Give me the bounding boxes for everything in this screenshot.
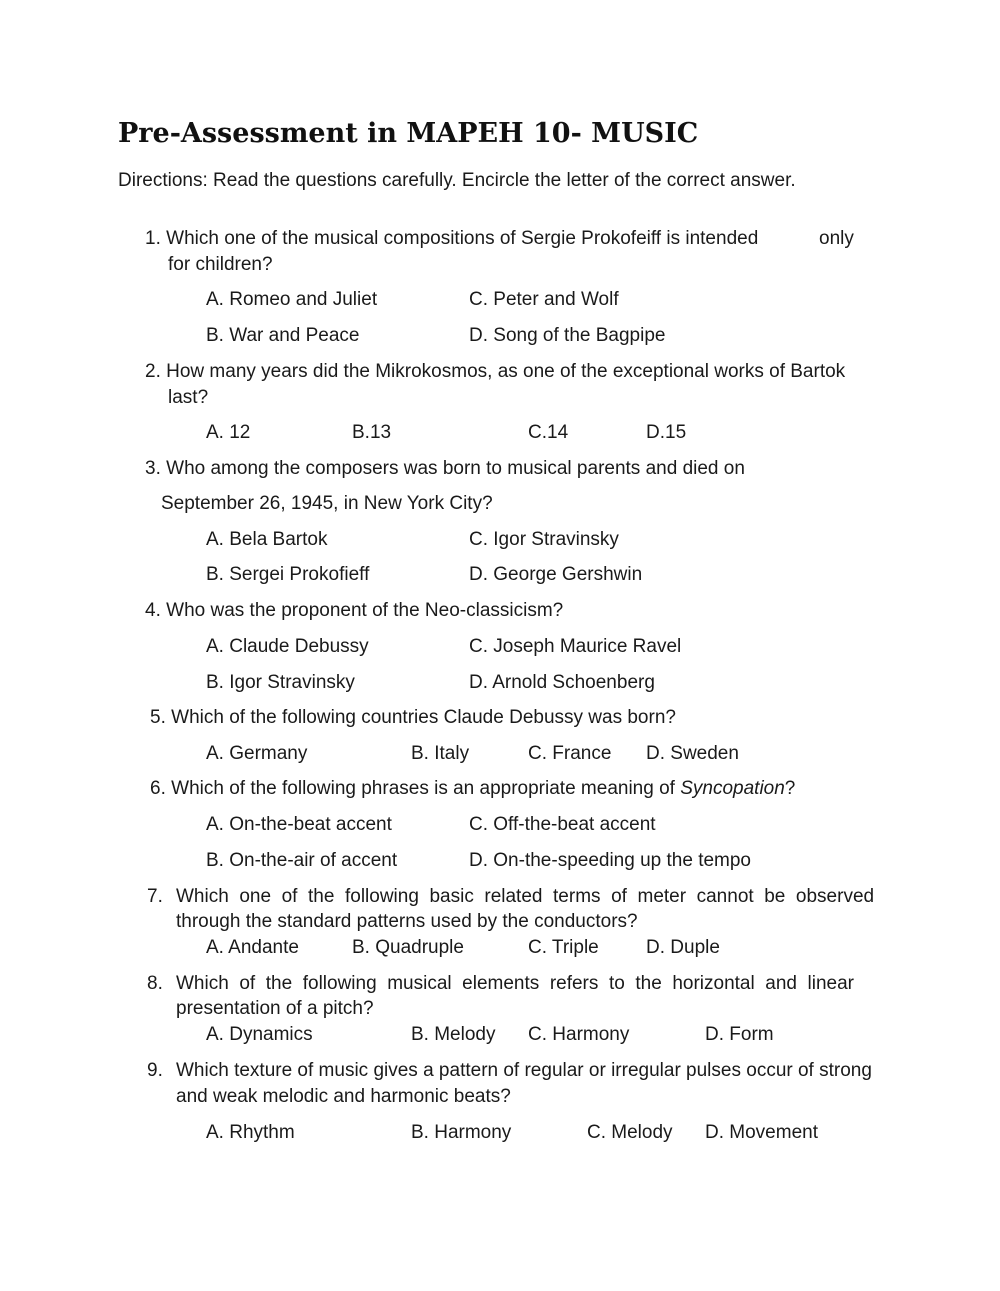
question-number: 8. [147, 973, 163, 994]
question-text-continued: last? [168, 387, 209, 408]
question-number: 1. [145, 228, 161, 249]
option-d[interactable]: D. On-the-speeding up the tempo [469, 850, 752, 871]
option-a[interactable]: A. Romeo and Juliet [206, 289, 378, 310]
option-b[interactable]: B. War and Peace [206, 325, 360, 346]
question-text: Which one of the following basic related terms of meter cannot be observed [176, 886, 875, 907]
question-italic-term: Syncopation [680, 778, 785, 799]
question-text-continued: September 26, 1945, in New York City? [161, 493, 493, 514]
option-d[interactable]: D. George Gershwin [469, 564, 643, 585]
question-number: 4. [145, 600, 161, 621]
option-c[interactable]: C. Off-the-beat accent [469, 814, 656, 835]
question-text: Which of the following countries Claude Debussy was born? [171, 707, 676, 728]
option-c[interactable]: C. Igor Stravinsky [469, 529, 619, 550]
question-text: Which of the following musical elements refers to the horizontal and linear [176, 973, 854, 994]
question-stem [150, 778, 795, 800]
option-b[interactable]: B.13 [352, 422, 392, 443]
option-a[interactable]: A. Claude Debussy [206, 636, 369, 657]
page-title: Pre-Assessment in MAPEH 10- MUSIC [118, 118, 699, 149]
option-d[interactable]: D. Form [705, 1024, 774, 1045]
question-stem [145, 228, 758, 250]
question-text: Which of the following phrases is an appropriate meaning of [171, 778, 681, 799]
option-d[interactable]: D. Song of the Bagpipe [469, 325, 666, 346]
option-b[interactable]: B. Italy [411, 743, 470, 764]
question-text: Which one of the musical compositions of Sergie Prokofeiff is intended [166, 228, 759, 249]
option-d[interactable]: D. Arnold Schoenberg [469, 672, 655, 693]
question-stem [145, 600, 563, 622]
option-a[interactable]: A. Dynamics [206, 1024, 313, 1045]
option-c[interactable]: C. Triple [528, 937, 599, 958]
question-text-tail: only [819, 228, 854, 249]
option-b[interactable]: B. Melody [411, 1024, 496, 1045]
question-text-end: ? [784, 778, 796, 799]
question-text: How many years did the Mikrokosmos, as one of the exceptional works of Bartok [166, 361, 846, 382]
option-b[interactable]: B. Sergei Prokofieff [206, 564, 370, 585]
question-stem [145, 458, 745, 480]
option-c[interactable]: C.14 [528, 422, 569, 443]
option-b[interactable]: B. On-the-air of accent [206, 850, 398, 871]
option-b[interactable]: B. Igor Stravinsky [206, 672, 355, 693]
option-b[interactable]: B. Quadruple [352, 937, 464, 958]
question-number: 5. [150, 707, 166, 728]
option-a[interactable]: A. 12 [206, 422, 251, 443]
question-number: 2. [145, 361, 161, 382]
option-a[interactable]: A. Bela Bartok [206, 529, 328, 550]
question-text-continued: and weak melodic and harmonic beats? [176, 1086, 511, 1107]
question-text: Who among the composers was born to musical parents and died on [166, 458, 745, 479]
question-text: Which texture of music gives a pattern of regular or irregular pulses occur of strong [176, 1060, 872, 1081]
question-text-continued: for children? [168, 254, 273, 275]
question-number: 3. [145, 458, 161, 479]
option-c[interactable]: C. Harmony [528, 1024, 630, 1045]
question-text-continued: through the standard patterns used by the conductors? [176, 911, 638, 932]
question-number: 9. [147, 1060, 163, 1081]
question-number: 7. [147, 886, 163, 907]
question-stem [145, 361, 845, 383]
option-d[interactable]: D.15 [646, 422, 687, 443]
directions-text: Directions: Read the questions carefully. Encircle the letter of the correct answer. [118, 170, 796, 191]
question-stem [150, 707, 676, 729]
option-c[interactable]: C. Melody [587, 1122, 673, 1143]
question-text-continued: presentation of a pitch? [176, 998, 374, 1019]
option-a[interactable]: A. On-the-beat accent [206, 814, 392, 835]
option-c[interactable]: C. France [528, 743, 612, 764]
option-a[interactable]: A. Germany [206, 743, 308, 764]
question-text: Who was the proponent of the Neo-classicism? [166, 600, 564, 621]
option-b[interactable]: B. Harmony [411, 1122, 512, 1143]
option-a[interactable]: A. Rhythm [206, 1122, 295, 1143]
option-d[interactable]: D. Movement [705, 1122, 818, 1143]
option-d[interactable]: D. Duple [646, 937, 720, 958]
option-a[interactable]: A. Andante [206, 937, 299, 958]
question-number: 6. [150, 778, 166, 799]
option-c[interactable]: C. Joseph Maurice Ravel [469, 636, 682, 657]
option-d[interactable]: D. Sweden [646, 743, 739, 764]
option-c[interactable]: C. Peter and Wolf [469, 289, 619, 310]
